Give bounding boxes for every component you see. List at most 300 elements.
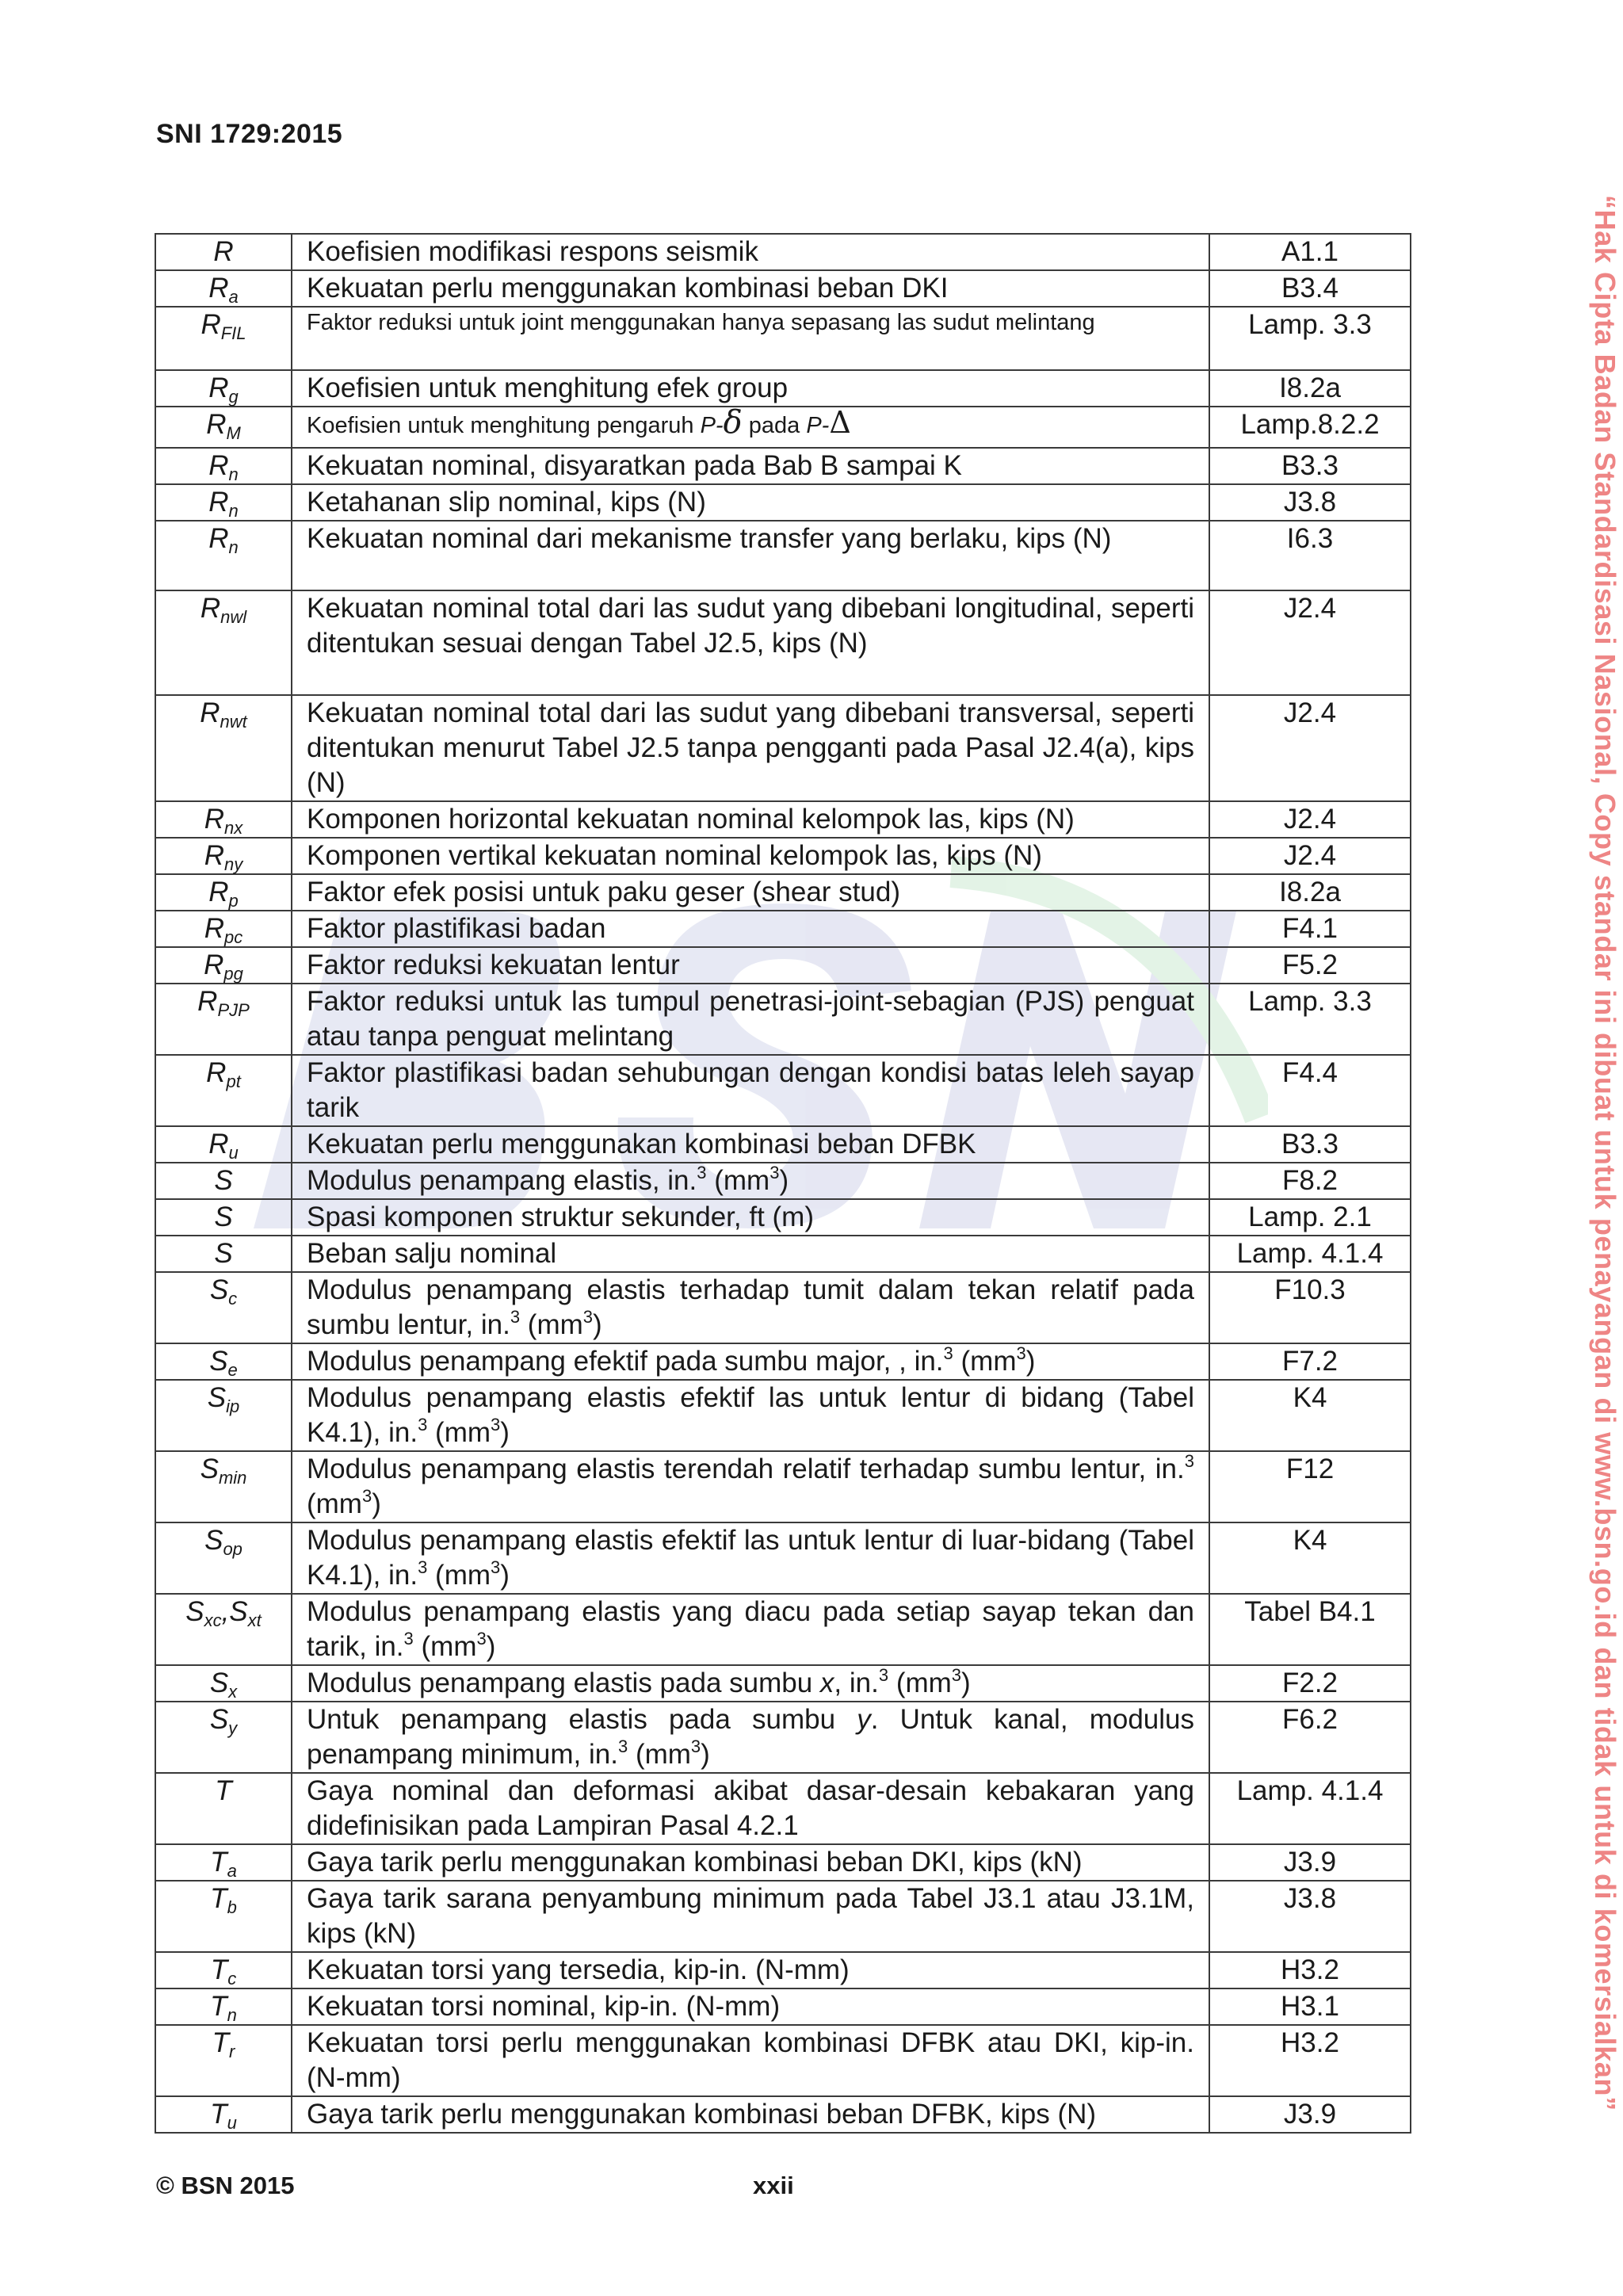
footer-copyright: © BSN 2015	[156, 2172, 295, 2199]
description-text: Faktor efek posisi untuk paku geser (shear stud)	[307, 877, 900, 907]
description-text: Modulus penampang efektif pada sumbu major, , in.	[307, 1346, 944, 1377]
symbol-subscript: a	[228, 287, 239, 307]
description-text: )	[1025, 1346, 1036, 1377]
symbol-cell	[155, 1952, 292, 1988]
description-cell	[292, 1343, 1209, 1380]
symbol-cell	[155, 1163, 292, 1199]
symbol-cell	[155, 270, 292, 307]
symbol-cell	[155, 1988, 292, 2025]
description-text: (mm	[427, 1417, 491, 1448]
table-row	[155, 307, 1411, 370]
table-row	[155, 984, 1411, 1055]
reference-cell: K4	[1209, 1380, 1411, 1451]
table-row	[155, 484, 1411, 521]
description-text: Koefisien modifikasi respons seismik	[307, 236, 758, 267]
symbol-letter: S	[200, 1454, 219, 1484]
description-text: Faktor plastifikasi badan	[307, 913, 606, 944]
symbol-subscript: a	[227, 1861, 237, 1881]
description-cell	[292, 307, 1209, 370]
symbol-subscript: nwt	[220, 712, 247, 732]
symbol-subscript: x	[228, 1682, 238, 1702]
description-text: Kekuatan nominal total dari las sudut yang dibebani transversal, seperti ditentukan menurut Tabel J2.5 tanpa pengganti pada Pasal J2.4(a), kips (N)	[307, 697, 1194, 798]
formula-p: P-	[806, 413, 830, 438]
symbol-letter: S	[214, 1165, 233, 1196]
description-cell	[292, 448, 1209, 484]
symbol-letter: R	[204, 840, 225, 871]
reference-cell: B3.3	[1209, 448, 1411, 484]
symbol-subscript: pc	[224, 927, 243, 947]
description-text: , in.	[834, 1668, 879, 1698]
reference-cell: Lamp.8.2.2	[1209, 407, 1411, 448]
description-text: (mm	[413, 1631, 477, 1662]
description-text: Ketahanan slip nominal, kips (N)	[307, 487, 706, 518]
table-row	[155, 1881, 1411, 1952]
symbol-letter: R	[204, 913, 225, 944]
symbol-subscript: ip	[226, 1396, 240, 1416]
symbol-letter: R	[208, 487, 229, 518]
reference-cell: J3.9	[1209, 2096, 1411, 2133]
description-text: (mm	[307, 1488, 362, 1519]
symbol-letter: R	[206, 409, 227, 440]
symbol-subscript: xc	[204, 1610, 222, 1630]
symbol-cell	[155, 1055, 292, 1126]
description-cell	[292, 1594, 1209, 1665]
symbol-letter: R	[204, 804, 225, 835]
reference-cell: A1.1	[1209, 234, 1411, 270]
table-row	[155, 1343, 1411, 1380]
symbol-table-body	[155, 234, 1411, 2133]
unit-exponent: 3	[361, 1486, 372, 1506]
table-row	[155, 370, 1411, 407]
description-cell	[292, 404, 1209, 448]
delta-small: δ	[723, 404, 743, 441]
table-row	[155, 695, 1411, 801]
description-text: )	[593, 1309, 602, 1340]
table-row	[155, 1163, 1411, 1199]
description-cell	[292, 1952, 1209, 1988]
description-cell	[292, 911, 1209, 947]
table-row	[155, 1126, 1411, 1163]
symbol-subscript: y	[228, 1718, 238, 1738]
symbol-letter: S	[214, 1201, 233, 1232]
description-text: Modulus penampang elastis, in.	[307, 1165, 697, 1196]
symbol-subscript: r	[229, 2042, 235, 2061]
description-cell	[292, 270, 1209, 307]
description-cell	[292, 1773, 1209, 1844]
symbol-cell	[155, 1380, 292, 1451]
reference-cell: F5.2	[1209, 947, 1411, 984]
symbol-cell	[155, 1451, 292, 1522]
description-cell	[292, 1055, 1209, 1126]
description-text: Kekuatan torsi nominal, kip-in. (N-mm)	[307, 1991, 781, 2022]
description-text: Kekuatan perlu menggunakan kombinasi beban DKI	[307, 273, 949, 304]
symbol-letter: R	[200, 593, 221, 624]
description-text: Koefisien untuk menghitung pengaruh	[307, 413, 694, 438]
symbol-letter: S	[209, 1346, 228, 1377]
table-row	[155, 1380, 1411, 1451]
description-cell	[292, 370, 1209, 407]
description-cell	[292, 2096, 1209, 2133]
page-number: xxii	[753, 2172, 794, 2199]
unit-exponent: 3	[951, 1665, 962, 1685]
symbol-cell	[155, 1343, 292, 1380]
description-cell	[292, 838, 1209, 874]
reference-cell: F12	[1209, 1451, 1411, 1522]
symbol-cell	[155, 1522, 292, 1594]
description-text: Kekuatan torsi perlu menggunakan kombinasi DFBK atau DKI, kip-in. (N-mm)	[307, 2027, 1194, 2093]
reference-cell: Lamp. 4.1.4	[1209, 1236, 1411, 1272]
symbol-cell	[155, 448, 292, 484]
description-text: Spasi komponen struktur sekunder, ft (m)	[307, 1201, 814, 1232]
reference-cell: I8.2a	[1209, 874, 1411, 911]
symbol-letter: S	[204, 1525, 223, 1556]
description-cell	[292, 947, 1209, 984]
delta-capital: Δ	[829, 405, 851, 440]
symbol-cell	[155, 521, 292, 590]
reference-cell: B3.4	[1209, 270, 1411, 307]
reference-cell: Lamp. 4.1.4	[1209, 1773, 1411, 1844]
symbol-letter: T	[215, 1775, 232, 1806]
symbol-subscript: PJP	[217, 1000, 250, 1020]
description-text: )	[779, 1165, 789, 1196]
table-row	[155, 1952, 1411, 1988]
description-cell	[292, 1199, 1209, 1236]
description-text: )	[500, 1560, 510, 1591]
unit-exponent: 3	[943, 1343, 953, 1363]
symbol-letter: T	[210, 1954, 228, 1985]
description-text: Kekuatan nominal dari mekanisme transfer yang berlaku, kips (N)	[307, 523, 1112, 554]
reference-cell: Lamp. 3.3	[1209, 307, 1411, 370]
reference-cell: J2.4	[1209, 590, 1411, 695]
table-row	[155, 1055, 1411, 1126]
copyright-side-watermark: “Hak Cipta Badan Standardisasi Nasional, Copy standar ini dibuat untuk penayangan di www.bsn.go.id dan tidak untuk di komersialkan”	[1589, 195, 1621, 2111]
unit-exponent: 3	[1016, 1343, 1026, 1363]
symbol-cell	[155, 1773, 292, 1844]
description-text: )	[701, 1739, 710, 1770]
symbol-subscript: FIL	[220, 323, 246, 343]
reference-cell: J2.4	[1209, 838, 1411, 874]
reference-cell: F8.2	[1209, 1163, 1411, 1199]
symbol-letter: S	[229, 1596, 248, 1627]
table-row	[155, 838, 1411, 874]
table-row	[155, 2096, 1411, 2133]
unit-exponent: 3	[418, 1557, 428, 1577]
reference-cell: J2.4	[1209, 801, 1411, 838]
symbol-cell	[155, 874, 292, 911]
reference-cell: J3.8	[1209, 1881, 1411, 1952]
symbol-letter: R	[206, 1057, 227, 1088]
symbol-cell	[155, 1272, 292, 1343]
axis-variable: x	[819, 1668, 834, 1698]
symbol-subscript: n	[228, 537, 239, 557]
description-text: (mm	[628, 1739, 691, 1770]
description-text: Faktor reduksi kekuatan lentur	[307, 949, 680, 980]
description-cell	[292, 874, 1209, 911]
description-text: Modulus penampang elastis efektif las untuk lentur di luar-bidang (Tabel K4.1), in.	[307, 1525, 1194, 1591]
table-row	[155, 234, 1411, 270]
symbol-letter: S	[209, 1668, 229, 1698]
reference-cell: F4.4	[1209, 1055, 1411, 1126]
description-text: (mm	[520, 1309, 583, 1340]
symbol-cell	[155, 911, 292, 947]
reference-cell: I6.3	[1209, 521, 1411, 590]
unit-exponent: 3	[476, 1629, 487, 1648]
symbol-cell	[155, 1236, 292, 1272]
symbol-letter: S	[209, 1704, 229, 1735]
table-row	[155, 590, 1411, 695]
symbol-subscript: n	[228, 501, 239, 521]
symbol-cell	[155, 370, 292, 407]
unit-exponent: 3	[510, 1307, 521, 1327]
symbol-subscript: pt	[226, 1072, 241, 1091]
symbol-cell	[155, 1881, 292, 1952]
symbol-cell	[155, 695, 292, 801]
symbol-letter: T	[210, 1991, 227, 2022]
symbol-cell	[155, 801, 292, 838]
reference-cell: F4.1	[1209, 911, 1411, 947]
symbol-subscript: op	[223, 1539, 242, 1559]
description-cell	[292, 984, 1209, 1055]
table-row	[155, 1844, 1411, 1881]
description-cell	[292, 1988, 1209, 2025]
description-cell	[292, 590, 1209, 695]
symbol-letter: R	[208, 273, 229, 304]
table-row	[155, 521, 1411, 590]
symbol-cell	[155, 947, 292, 984]
symbol-cell	[155, 234, 292, 270]
reference-cell: I8.2a	[1209, 370, 1411, 407]
symbol-subscript: u	[227, 2113, 237, 2133]
description-text: )	[961, 1668, 971, 1698]
symbol-subscript: e	[227, 1360, 238, 1380]
symbol-cell	[155, 1702, 292, 1773]
symbol-subscript: ny	[224, 854, 243, 874]
description-text: Modulus penampang elastis terendah relatif terhadap sumbu lentur, in.	[307, 1454, 1185, 1484]
symbol-subscript: min	[218, 1468, 247, 1488]
description-text: Kekuatan torsi yang tersedia, kip-in. (N-mm)	[307, 1954, 850, 1985]
symbol-table	[155, 233, 1411, 2134]
document-code: SNI 1729:2015	[156, 119, 343, 149]
description-cell	[292, 1881, 1209, 1952]
unit-exponent: 3	[769, 1163, 780, 1182]
description-text: Modulus penampang elastis yang diacu pada setiap sayap tekan dan tarik, in.	[307, 1596, 1194, 1662]
symbol-letter: R	[208, 450, 229, 481]
symbol-cell	[155, 838, 292, 874]
table-row	[155, 1272, 1411, 1343]
reference-cell: Lamp. 3.3	[1209, 984, 1411, 1055]
description-text: Komponen horizontal kekuatan nominal kelompok las, kips (N)	[307, 804, 1075, 835]
description-text: Gaya nominal dan deformasi akibat dasar-desain kebakaran yang didefinisikan pada Lampiran Pasal 4.2.1	[307, 1775, 1194, 1841]
table-row	[155, 874, 1411, 911]
unit-exponent: 3	[690, 1736, 701, 1756]
symbol-subscript: nwl	[220, 607, 247, 627]
table-row	[155, 1988, 1411, 2025]
description-text: Modulus penampang elastis efektif las untuk lentur di bidang (Tabel K4.1), in.	[307, 1382, 1194, 1448]
reference-cell: F2.2	[1209, 1665, 1411, 1702]
table-row	[155, 1665, 1411, 1702]
symbol-subscript: n	[228, 464, 239, 484]
symbol-subscript: g	[228, 387, 239, 407]
reference-cell: F6.2	[1209, 1702, 1411, 1773]
description-cell	[292, 2025, 1209, 2096]
reference-cell: B3.3	[1209, 1126, 1411, 1163]
description-text: . Untuk kanal, modulus penampang minimum, in.	[307, 1704, 1194, 1770]
symbol-cell	[155, 2096, 292, 2133]
reference-cell: H3.2	[1209, 2025, 1411, 2096]
symbol-letter: R	[213, 236, 234, 267]
description-text: Kekuatan nominal, disyaratkan pada Bab B sampai K	[307, 450, 962, 481]
description-text: (mm	[706, 1165, 770, 1196]
description-text: Koefisien untuk menghitung efek group	[307, 372, 789, 403]
description-text: Faktor reduksi untuk las tumpul penetrasi-joint-sebagian (PJS) penguat atau tanpa penguat melintang	[307, 986, 1194, 1052]
description-cell	[292, 695, 1209, 801]
symbol-cell	[155, 484, 292, 521]
description-text: Gaya tarik sarana penyambung minimum pada Tabel J3.1 atau J3.1M, kips (kN)	[307, 1883, 1194, 1949]
table-row	[155, 1522, 1411, 1594]
table-row	[155, 1594, 1411, 1665]
table-row	[155, 1702, 1411, 1773]
reference-cell: F10.3	[1209, 1272, 1411, 1343]
symbol-cell	[155, 590, 292, 695]
symbol-letter: R	[208, 523, 229, 554]
description-cell	[292, 521, 1209, 590]
symbol-cell	[155, 1126, 292, 1163]
symbol-letter: T	[210, 1883, 227, 1914]
symbol-cell	[155, 1665, 292, 1702]
symbol-subscript: b	[227, 1897, 237, 1917]
description-cell	[292, 1522, 1209, 1594]
symbol-subscript: M	[226, 423, 241, 443]
symbol-letter: R	[208, 372, 229, 403]
description-text: Untuk penampang elastis pada sumbu	[307, 1704, 857, 1735]
symbol-subscript: n	[227, 2005, 237, 2025]
symbol-subscript: nx	[224, 818, 243, 838]
symbol-letter: R	[204, 949, 224, 980]
description-text: Kekuatan nominal total dari las sudut yang dibebani longitudinal, seperti ditentukan sesuai dengan Tabel J2.5, kips (N)	[307, 593, 1194, 659]
description-cell	[292, 234, 1209, 270]
description-text: Faktor plastifikasi badan sehubungan dengan kondisi batas leleh sayap tarik	[307, 1057, 1194, 1123]
symbol-letter: S	[185, 1596, 204, 1627]
description-text: Faktor reduksi untuk joint menggunakan hanya sepasang las sudut melintang	[307, 310, 1095, 335]
reference-cell: J2.4	[1209, 695, 1411, 801]
description-cell	[292, 1665, 1209, 1702]
symbol-subscript: u	[228, 1143, 239, 1163]
table-row	[155, 947, 1411, 984]
symbol-subscript: pg	[223, 964, 243, 984]
table-row	[155, 448, 1411, 484]
description-text: )	[372, 1488, 381, 1519]
symbol-cell	[155, 1844, 292, 1881]
symbol-letter: S	[209, 1274, 229, 1305]
description-text: Kekuatan perlu menggunakan kombinasi beban DFBK	[307, 1129, 976, 1159]
reference-cell: K4	[1209, 1522, 1411, 1594]
reference-cell: Lamp. 2.1	[1209, 1199, 1411, 1236]
description-text: Modulus penampang elastis terhadap tumit dalam tekan relatif pada sumbu lentur, in.	[307, 1274, 1194, 1340]
description-text: pada	[748, 413, 800, 438]
description-text: (mm	[427, 1560, 491, 1591]
formula-p: P-	[700, 413, 724, 438]
unit-exponent: 3	[617, 1736, 628, 1756]
description-text: Modulus penampang elastis pada sumbu	[307, 1668, 820, 1698]
table-row	[155, 801, 1411, 838]
description-text: (mm	[953, 1346, 1017, 1377]
symbol-subscript: xt	[247, 1610, 262, 1630]
unit-exponent: 3	[1184, 1451, 1194, 1471]
reference-cell: J3.9	[1209, 1844, 1411, 1881]
unit-exponent: 3	[403, 1629, 414, 1648]
reference-cell: H3.1	[1209, 1988, 1411, 2025]
description-cell	[292, 1163, 1209, 1199]
unit-exponent: 3	[878, 1665, 889, 1685]
symbol-cell	[155, 1594, 292, 1665]
symbol-subscript: c	[227, 1969, 237, 1988]
symbol-cell	[155, 307, 292, 370]
table-row	[155, 2025, 1411, 2096]
reference-cell: F7.2	[1209, 1343, 1411, 1380]
description-cell	[292, 1380, 1209, 1451]
symbol-subscript: c	[228, 1289, 238, 1308]
table-row	[155, 1451, 1411, 1522]
table-row	[155, 407, 1411, 448]
table-row	[155, 1773, 1411, 1844]
table-row	[155, 270, 1411, 307]
symbol-letter: R	[200, 697, 220, 728]
symbol-cell	[155, 407, 292, 448]
symbol-subscript: p	[228, 891, 239, 911]
symbol-cell	[155, 2025, 292, 2096]
description-cell	[292, 1451, 1209, 1522]
symbol-letter: R	[208, 877, 229, 907]
table-row	[155, 911, 1411, 947]
symbol-letter: R	[208, 1129, 229, 1159]
description-text: Beban salju nominal	[307, 1238, 557, 1269]
description-text: (mm	[888, 1668, 952, 1698]
symbol-cell	[155, 984, 292, 1055]
unit-exponent: 3	[697, 1163, 707, 1182]
table-row	[155, 1236, 1411, 1272]
symbol-letter: S	[207, 1382, 227, 1413]
reference-cell: Tabel B4.1	[1209, 1594, 1411, 1665]
unit-exponent: 3	[491, 1557, 501, 1577]
reference-cell: H3.2	[1209, 1952, 1411, 1988]
symbol-separator: ,	[221, 1596, 230, 1627]
symbol-cell	[155, 1199, 292, 1236]
symbol-letter: T	[210, 1847, 227, 1878]
description-text: )	[486, 1631, 496, 1662]
description-text: Komponen vertikal kekuatan nominal kelompok las, kips (N)	[307, 840, 1042, 871]
symbol-letter: R	[197, 986, 218, 1017]
description-cell	[292, 801, 1209, 838]
description-text: Gaya tarik perlu menggunakan kombinasi beban DKI, kips (kN)	[307, 1847, 1083, 1878]
unit-exponent: 3	[582, 1307, 594, 1327]
description-text: )	[500, 1417, 510, 1448]
symbol-letter: S	[214, 1238, 233, 1269]
description-cell	[292, 1236, 1209, 1272]
description-cell	[292, 484, 1209, 521]
symbol-letter: T	[212, 2027, 230, 2058]
reference-cell: J3.8	[1209, 484, 1411, 521]
description-cell	[292, 1702, 1209, 1773]
unit-exponent: 3	[491, 1415, 501, 1435]
description-cell	[292, 1126, 1209, 1163]
table-row	[155, 1199, 1411, 1236]
unit-exponent: 3	[418, 1415, 428, 1435]
axis-variable: y	[857, 1704, 871, 1735]
description-cell	[292, 1844, 1209, 1881]
symbol-letter: T	[210, 2099, 227, 2130]
description-cell	[292, 1272, 1209, 1343]
description-text: Gaya tarik perlu menggunakan kombinasi beban DFBK, kips (N)	[307, 2099, 1097, 2130]
